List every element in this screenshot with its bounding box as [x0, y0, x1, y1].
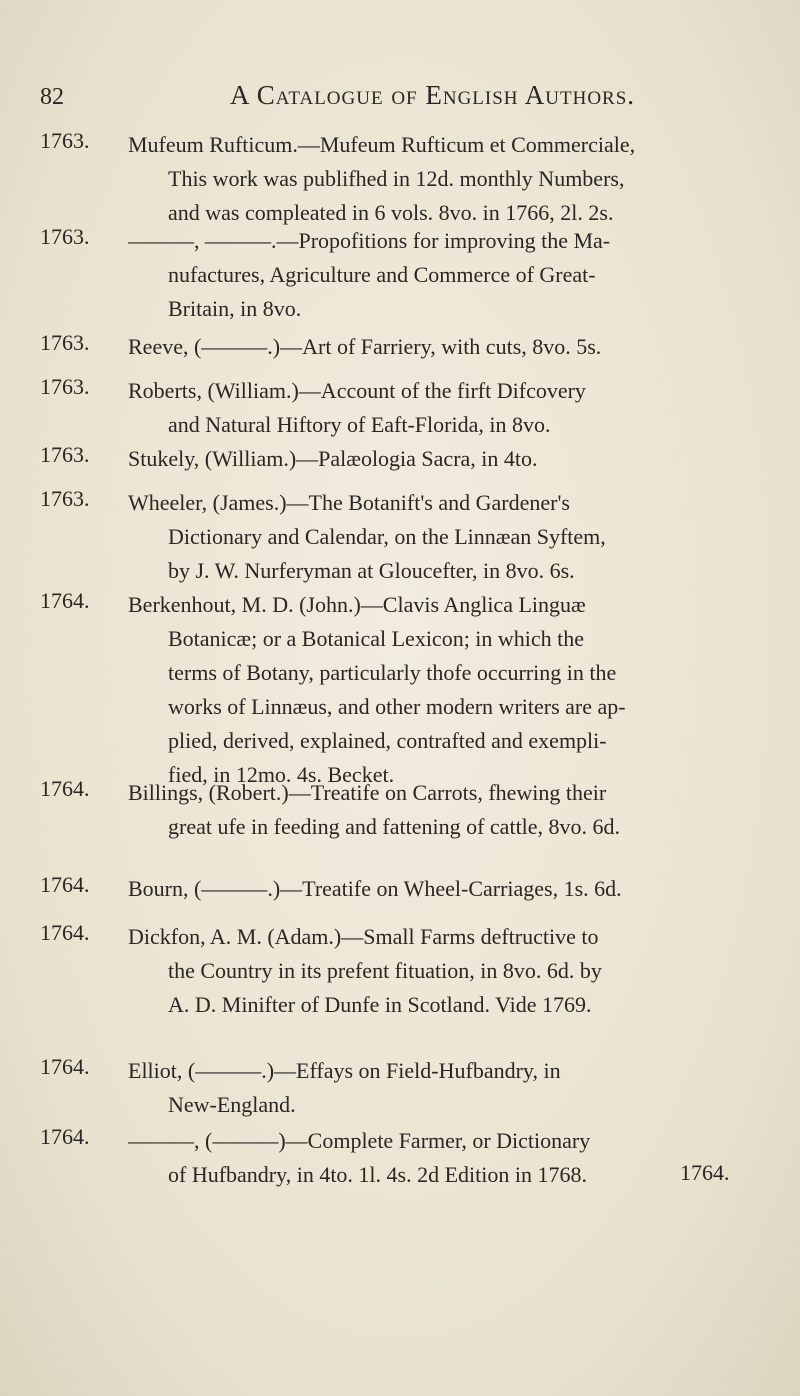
- entry-line: and was compleated in 6 vols. 8vo. in 1766, 2l. 2s.: [168, 200, 614, 225]
- entry-line: works of Linnæus, and other modern writers are ap-: [168, 694, 626, 719]
- running-title: A Catalogue of English Authors.: [230, 80, 636, 110]
- entry-year: 1763.: [40, 374, 90, 399]
- entry-line: Elliot, (———.)—Effays on Field-Hufbandry, in: [128, 1058, 561, 1083]
- entry-text: [128, 128, 778, 230]
- catchword: 1764.: [680, 1160, 730, 1185]
- entry-line: of Hufbandry, in 4to. 1l. 4s. 2d Edition in 1768.: [168, 1162, 587, 1187]
- entry-line: by J. W. Nurferyman at Gloucefter, in 8vo. 6s.: [168, 558, 575, 583]
- entry-line: Stukely, (William.)—Palæologia Sacra, in 4to.: [128, 446, 538, 471]
- entry-line: nufactures, Agriculture and Commerce of Great-: [168, 262, 596, 287]
- entry-line: This work was publifhed in 12d. monthly Numbers,: [168, 166, 625, 191]
- entry-line: ———, ———.—Propofitions for improving the Ma-: [128, 228, 611, 253]
- entry-line: plied, derived, explained, contrafted and exempli-: [168, 728, 607, 753]
- entry-line: Billings, (Robert.)—Treatife on Carrots, fhewing their: [128, 780, 607, 805]
- entry-line: Dictionary and Calendar, on the Linnæan Syftem,: [168, 524, 606, 549]
- entry-line: Reeve, (———.)—Art of Farriery, with cuts, 8vo. 5s.: [128, 334, 602, 359]
- entry-line: and Natural Hiftory of Eaft-Florida, in 8vo.: [168, 412, 551, 437]
- entry-text: [128, 442, 778, 476]
- entry-text: [128, 1054, 778, 1122]
- entry-line: A. D. Minifter of Dunfe in Scotland. Vide 1769.: [168, 992, 592, 1017]
- entry-line: ———, (———)—Complete Farmer, or Dictionary: [128, 1128, 591, 1153]
- entry-text: [128, 872, 778, 906]
- entry-line: the Country in its prefent fituation, in 8vo. 6d. by: [168, 958, 602, 983]
- entry-text: [128, 374, 778, 442]
- entry-year: 1763.: [40, 330, 90, 355]
- entry-year: 1763.: [40, 486, 90, 511]
- entry-text: [128, 486, 778, 588]
- entry-line: Botanicæ; or a Botanical Lexicon; in which the: [168, 626, 585, 651]
- entry-line: Dickfon, A. M. (Adam.)—Small Farms deftructive to: [128, 924, 599, 949]
- entry-year: 1764.: [40, 776, 90, 801]
- entry-line: Berkenhout, M. D. (John.)—Clavis Anglica Linguæ: [128, 592, 586, 617]
- entry-year: 1763.: [40, 224, 90, 249]
- entry-line: Bourn, (———.)—Treatife on Wheel-Carriages, 1s. 6d.: [128, 876, 622, 901]
- entry-text: [128, 330, 778, 364]
- entry-text: [128, 588, 778, 792]
- entry-line: fied, in 12mo. 4s. Becket.: [168, 762, 395, 787]
- entry-text: [128, 920, 778, 1022]
- entry-year: 1763.: [40, 442, 90, 467]
- entry-line: Britain, in 8vo.: [168, 296, 302, 321]
- entry-line: Roberts, (William.)—Account of the firft Difcovery: [128, 378, 586, 403]
- entry-year: 1764.: [40, 588, 90, 613]
- entry-year: 1764.: [40, 1124, 90, 1149]
- entry-line: New-England.: [168, 1092, 296, 1117]
- entry-text: [128, 224, 778, 326]
- entry-line: Mufeum Rufticum.—Mufeum Rufticum et Commerciale,: [128, 132, 636, 157]
- entry-line: Wheeler, (James.)—The Botanift's and Gardener's: [128, 490, 570, 515]
- entry-text: [128, 776, 778, 844]
- entry-year: 1764.: [40, 920, 90, 945]
- entry-year: 1764.: [40, 1054, 90, 1079]
- entry-year: 1763.: [40, 128, 90, 153]
- entry-year: 1764.: [40, 872, 90, 897]
- page-header: [40, 80, 760, 120]
- page-number: 82: [40, 84, 64, 110]
- entry-line: terms of Botany, particularly thofe occurring in the: [168, 660, 617, 685]
- entry-line: great ufe in feeding and fattening of cattle, 8vo. 6d.: [168, 814, 621, 839]
